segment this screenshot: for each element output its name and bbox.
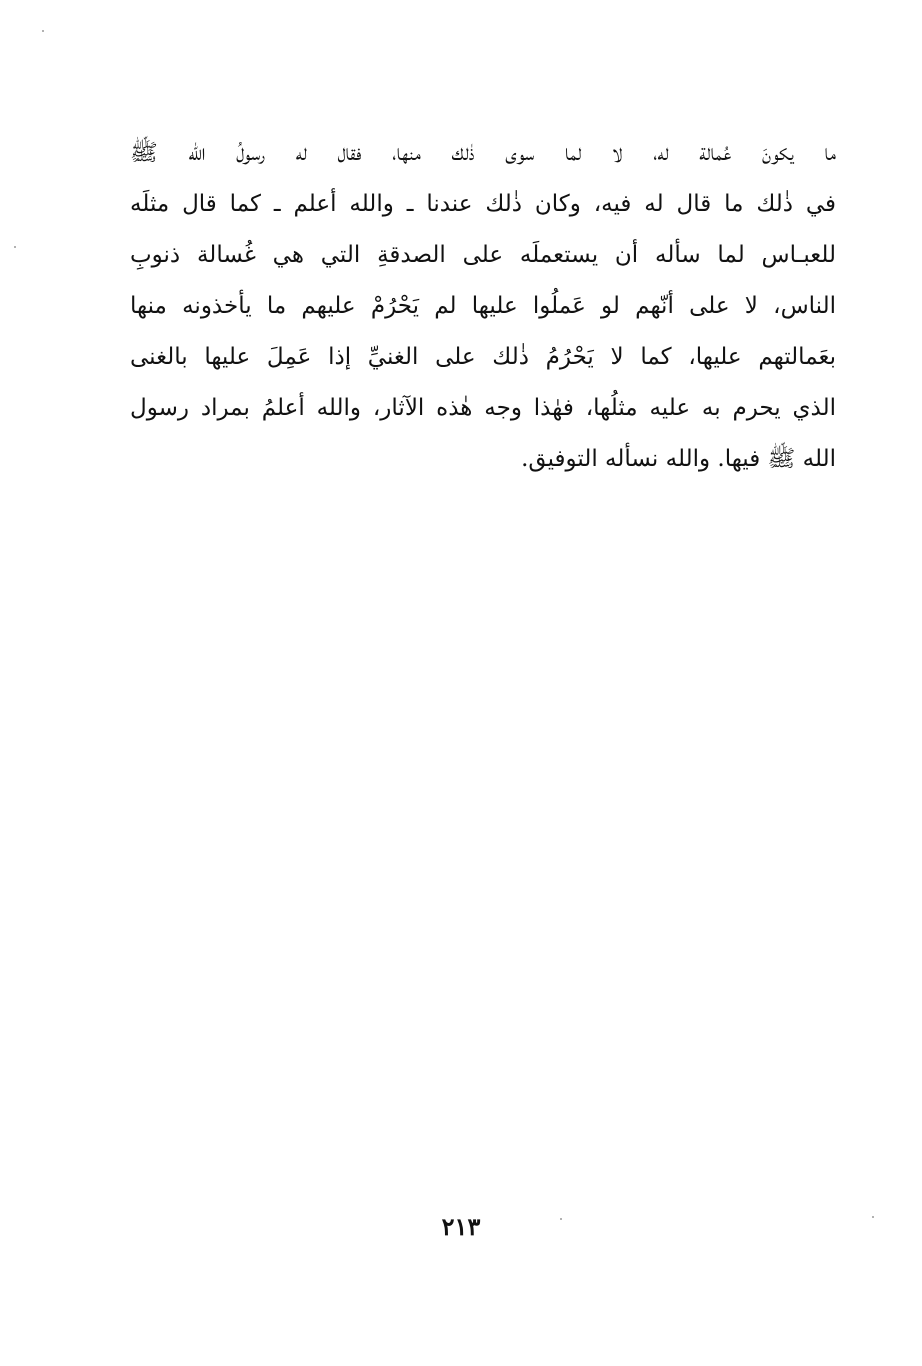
scan-speck [42,30,44,32]
scan-speck [560,1218,562,1220]
text-line: بعَمالتهم عليها، كما لا يَحْرُمُ ذٰلك على الغنيِّ إذا عَمِلَ عليها بالغنى [130,344,836,370]
text-line: الناس، لا على أنّهم لو عَملُوا عليها لم يَحْرُمْ عليهم ما يأخذونه منها [130,293,836,319]
text-line: الله ﷺ فيها. والله نسأله التوفيق. [521,446,836,472]
text-line: للعبـاس لما سأله أن يستعملَه على الصدقةِ التي هي غُسالة ذنوبِ [130,242,836,268]
body-text [130,128,836,485]
scan-speck [872,1216,874,1218]
text-line: في ذٰلك ما قال له فيه، وكان ذٰلك عندنا ـ والله أعلم ـ كما قال مثلَه [130,191,836,217]
text-line: الذي يحرم به عليه مثلُها، فهٰذا وجه هٰذه الآثار، والله أعلمُ بمراد رسول [130,395,836,421]
page-number: ٢١٣ [441,1212,481,1241]
text-line: ما يكونَ عُمالة له، لا لما سوى ذٰلك منها، فقال له رسولُ الله ﷺ [130,140,836,166]
scan-speck [14,246,16,248]
